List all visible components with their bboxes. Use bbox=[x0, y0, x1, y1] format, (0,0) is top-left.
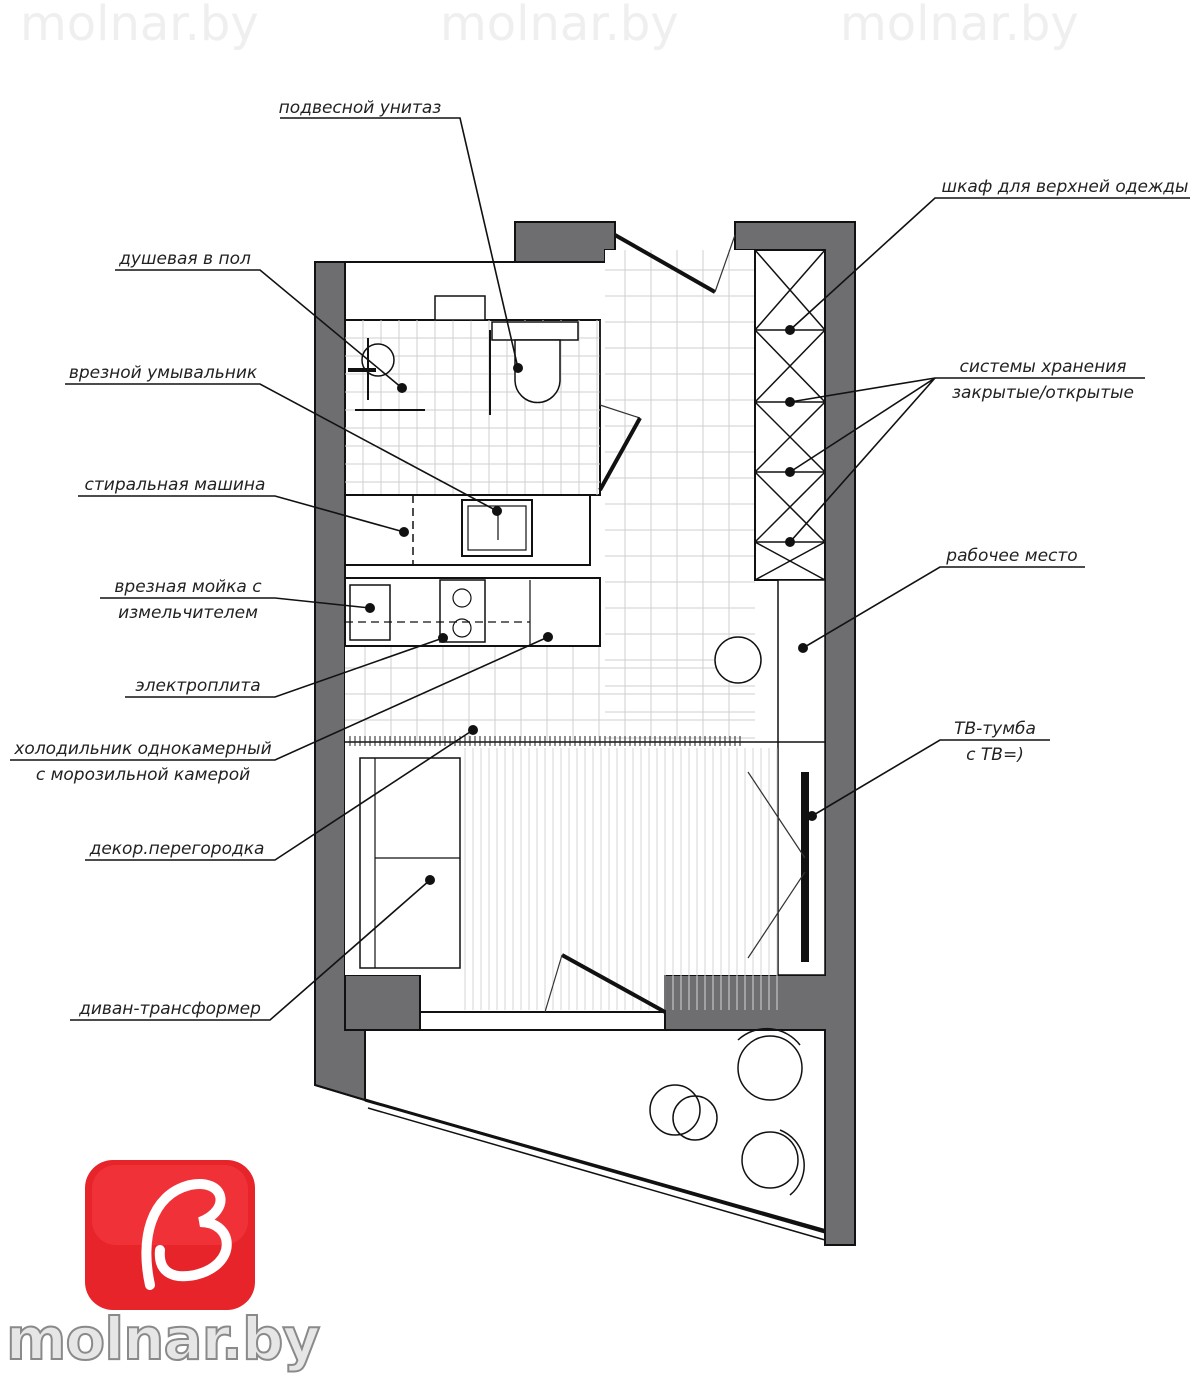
bath-counter bbox=[345, 495, 590, 565]
label-tv-2: с ТВ=) bbox=[966, 745, 1024, 765]
top-watermark bbox=[20, 0, 1079, 52]
label-storage-2: закрытые/открытые bbox=[951, 383, 1135, 403]
label-fridge-1: холодильник однокамерный bbox=[14, 739, 272, 759]
label-wardrobe: шкаф для верхней одежды bbox=[941, 177, 1189, 197]
label-washbasin: врезной умывальник bbox=[68, 363, 258, 383]
kitchen-counter bbox=[345, 578, 600, 646]
label-sink-1: врезная мойка с bbox=[114, 577, 262, 597]
label-toilet: подвесной унитаз bbox=[278, 98, 442, 118]
label-storage-1: системы хранения bbox=[959, 357, 1127, 377]
label-partition: декор.перегородка bbox=[89, 839, 265, 859]
sofa bbox=[360, 758, 460, 968]
label-fridge-2: с морозильной камерой bbox=[35, 765, 251, 785]
label-sofa: диван-трансформер bbox=[79, 999, 261, 1019]
brand-logo bbox=[85, 1160, 255, 1310]
site-name: molnar.by bbox=[6, 1305, 320, 1373]
label-washing-machine: стиральная машина bbox=[84, 475, 266, 495]
storage-units bbox=[755, 250, 825, 580]
svg-text:molnar.by: molnar.by bbox=[20, 0, 259, 52]
svg-text:molnar.by: molnar.by bbox=[440, 0, 679, 52]
label-workplace: рабочее место bbox=[946, 546, 1078, 566]
label-stove: электроплита bbox=[135, 676, 261, 696]
label-tv-1: ТВ-тумба bbox=[954, 719, 1036, 739]
label-shower: душевая в пол bbox=[119, 249, 251, 269]
label-sink-2: измельчителем bbox=[118, 603, 258, 623]
svg-text:molnar.by: molnar.by bbox=[840, 0, 1079, 52]
